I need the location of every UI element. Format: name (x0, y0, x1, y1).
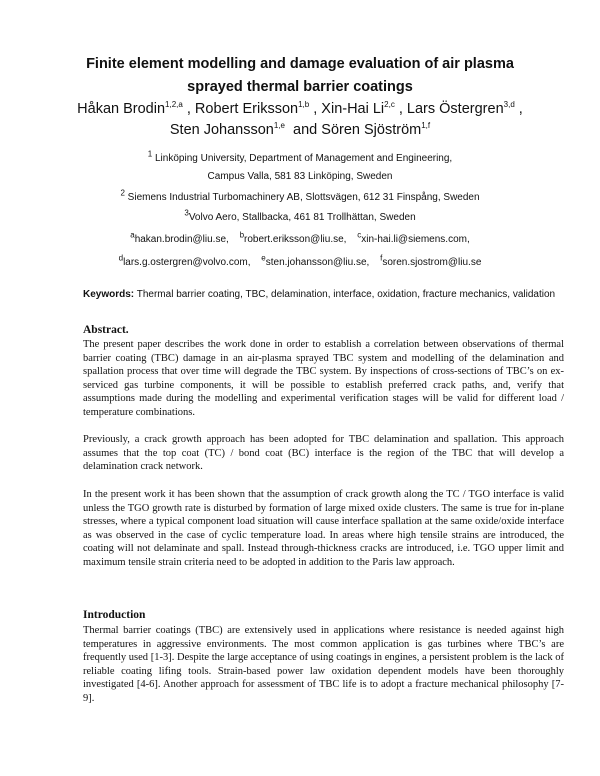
introduction-heading: Introduction (83, 609, 146, 621)
affiliation-text: Volvo Aero, Stallbacka, 461 81 Trollhättan, Sweden (188, 212, 416, 223)
author-name: Xin-Hai Li (321, 101, 385, 117)
affiliation-text: Linköping University, Department of Management and Engineering, (155, 153, 453, 164)
email-row-1: $^a$hakan.brodin@liu.se, $^b$robert.eriksson@liu.se, $^c$xin-hai.li@siemens.com, (130, 230, 470, 245)
email-link[interactable]: soren.sjostrom@liu.se (382, 257, 482, 268)
author-sup: 2,c (384, 100, 395, 110)
affiliation-1-line2 (0, 170, 600, 184)
affiliation-text: Siemens Industrial Turbomachinery AB, Slottsvägen, 612 31 Finspång, Sweden (127, 192, 480, 203)
affiliation-sup: 2 (120, 188, 125, 198)
abstract-paragraph-3: In the present work it has been shown that the assumption of crack growth along the TC / TGO interface is valid unless the TGO growth rate is disturbed by formation of large mixed oxide clusters. The same is true for in-plane stresses, where a typical component load situation will cause interface spallation at the same oxide/oxide interface as was observed in the case of cyclic temperature load. In areas where high tensile strains are introduced, the coating will not delaminate and spall. Instead through-thickness cracks are introduced, i.e. TGO upper limit and maximum tensile strain criteria need to be adopted in addition to the Paris law approach. (83, 489, 564, 568)
author-name: Håkan Brodin (77, 101, 166, 117)
keywords-label: Keywords: (83, 289, 135, 300)
keywords (83, 288, 575, 301)
keywords-text: Thermal barrier coating, TBC, delamination, interface, oxidation, fracture mechanics, validation (136, 289, 556, 300)
author-sup: 1,e (273, 121, 285, 131)
affiliation-3 (0, 208, 600, 225)
email-link[interactable]: xin-hai.li@siemens.com (361, 234, 467, 245)
email-sup: b (239, 230, 245, 240)
email-sup: d (118, 253, 124, 263)
author-name: Sören Sjöström (321, 122, 422, 138)
abstract-heading: Abstract. (83, 324, 129, 336)
email-sup: c (357, 230, 362, 240)
author-name: Lars Östergren (406, 101, 504, 117)
email-link[interactable]: sten.johansson@liu.se (265, 257, 367, 268)
email-link[interactable]: lars.g.ostergren@volvo.com (123, 257, 248, 268)
author-list: Håkan Brodin$^{1,2,a}$ , Robert Eriksson$^{1,b}$ , Xin-Hai Li$^{2,c}$ , Lars Östergren$^{3,d}$ , Sten Johansson$^{1,e}$ and Sören Sjöström$^{1,f}$ (77, 100, 523, 138)
affiliation-2 (0, 188, 600, 205)
email-sup: e (261, 253, 266, 263)
abstract-paragraph-1: The present paper describes the work done in order to establish a correlation between observations of thermal barrier coating (TBC) damage in an air-plasma sprayed TBC system and modelling of the delamination and spallation process that over time will degrade the TBC system. By inspections of cross-sections of TBC’s on ex-serviced gas turbine components, it will be possible to establish preferred crack paths, and, verify that assumptions made during the modelling and experimental verification stages will be valid for different load / temperature combinations. (83, 339, 564, 418)
affiliation-1 (0, 149, 600, 166)
author-sup: 1,f (421, 121, 431, 131)
paper-title: Finite element modelling and damage evaluation of air plasma sprayed thermal barrier coatings (86, 56, 514, 95)
email-link[interactable]: robert.eriksson@liu.se (244, 234, 344, 245)
author-sup: 3,d (503, 100, 515, 110)
email-link[interactable]: hakan.brodin@liu.se (134, 234, 227, 245)
abstract-paragraph-2: Previously, a crack growth approach has been adopted for TBC delamination and spallation. This approach assumes that the top coat (TC) / bond coat (BC) interface is the region of the TBC that will develop a delamination crack network. (83, 434, 564, 472)
author-name: Robert Eriksson (194, 101, 299, 117)
email-sup: f (380, 253, 383, 263)
affiliation-text: Campus Valla, 581 83 Linköping, Sweden (207, 171, 393, 182)
author-sup: 1,2,a (165, 100, 183, 110)
author-name: Sten Johansson (169, 122, 274, 138)
affiliation-sup: 1 (147, 149, 153, 159)
email-sup: a (130, 230, 135, 240)
affiliation-sup: 3 (184, 208, 189, 218)
introduction-paragraph-1: Thermal barrier coatings (TBC) are extensively used in applications where resistance is needed against high temperatures in aggressive environments. The most common application is gas turbines where TBC’s are frequently used [1-3]. Despite the large acceptance of using coatings in engines, a persistent problem is the lack of reliable coating lifing tools. Strain-based power law oxidation dependent models have been thoroughly investigated [4-6]. Another approach for assessment of TBC life is to adopt a fracture mechanical philosophy [7-9]. (83, 625, 564, 704)
author-sup: 1,b (298, 100, 310, 110)
email-row-2: $^d$lars.g.ostergren@volvo.com, $^e$sten.johansson@liu.se, $^f$soren.sjostrom@liu.se (118, 253, 482, 268)
